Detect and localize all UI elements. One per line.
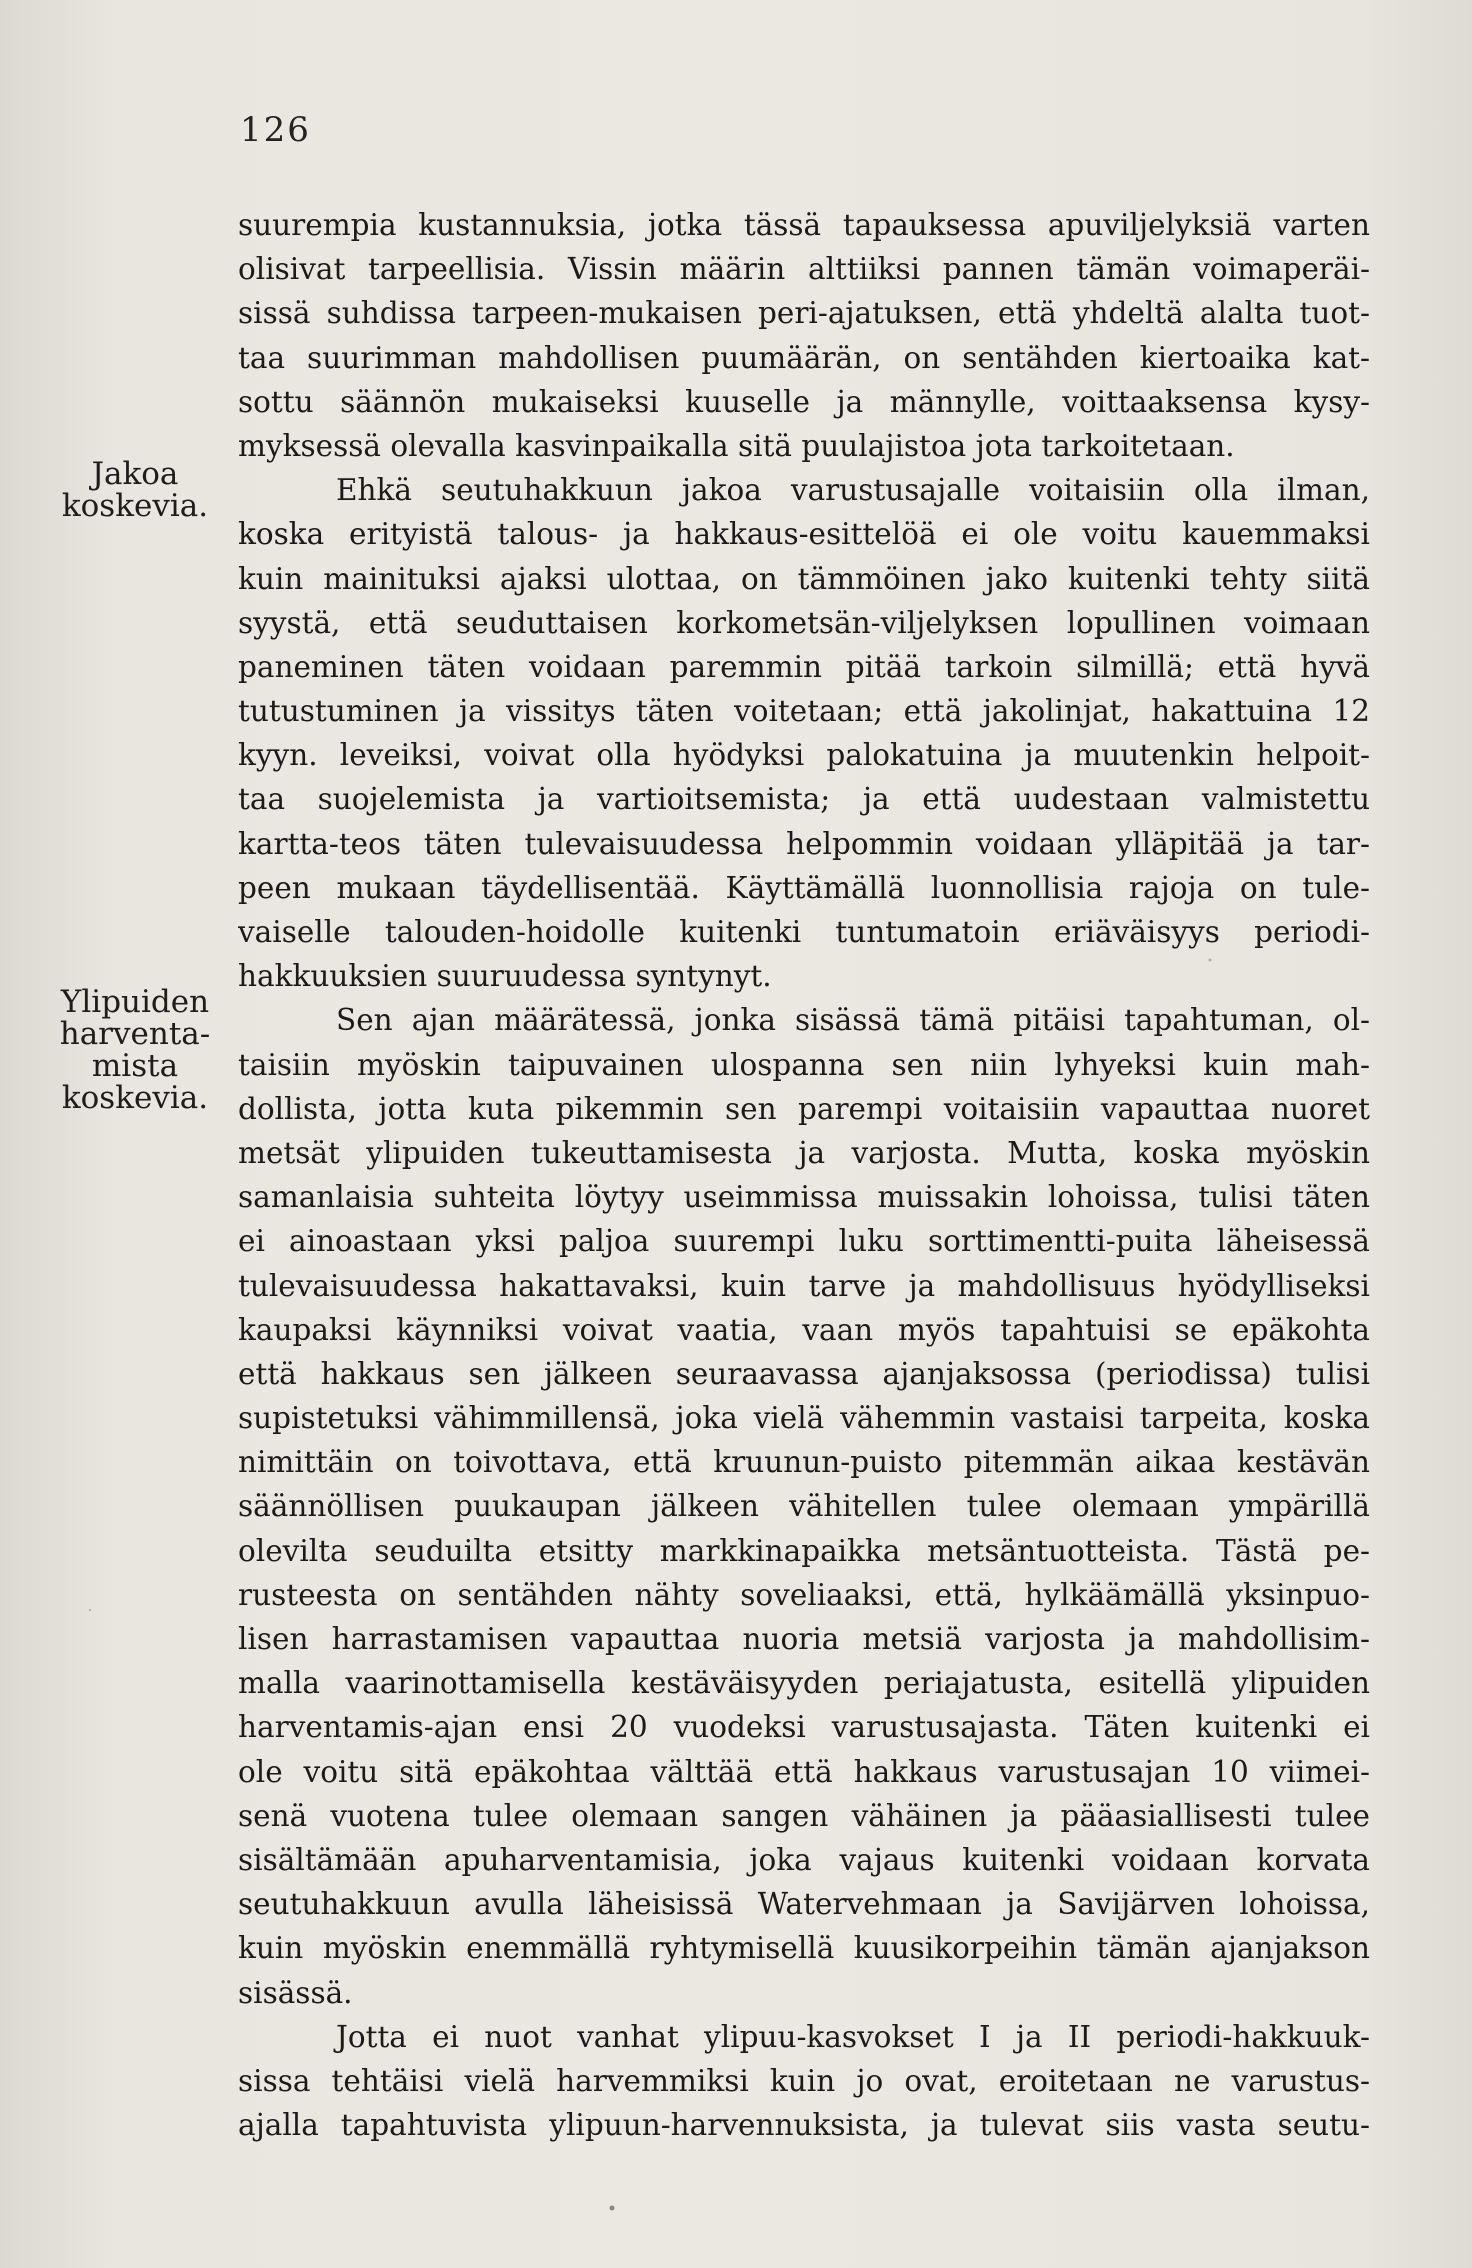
text-line: kyyn. leveiksi, voivat olla hyödyksi palokatuina ja muutenkin helpoit- — [238, 738, 1370, 773]
text-line: sisässä. — [238, 1975, 353, 2010]
text-line: Ehkä seutuhakkuun jakoa varustusajalle voitaisiin olla ilman, — [336, 473, 1370, 508]
text-line: peen mukaan täydellisentää. Käyttämällä luonnollisia rajoja on tule- — [238, 870, 1370, 905]
body-text — [238, 203, 1370, 2147]
text-line: sisältämään apuharventamisia, joka vajaus kuitenki voidaan korvata — [238, 1842, 1370, 1877]
text-line: sissä suhdissa tarpeen-mukaisen peri-ajatuksen, että yhdeltä alalta tuot- — [238, 296, 1370, 331]
text-line: nimittäin on toivottava, että kruunun-puisto pitemmän aikaa kestävän — [238, 1445, 1370, 1480]
text-line: taa suojelemista ja vartioitsemista; ja että uudestaan valmistettu — [238, 782, 1370, 817]
text-line: rusteesta on sentähden nähty soveliaaksi, että, hylkäämällä yksinpuo- — [238, 1577, 1370, 1612]
text-line: suurempia kustannuksia, jotka tässä tapauksessa apuviljelyksiä varten — [238, 208, 1370, 242]
text-line: samanlaisia suhteita löytyy useimmissa muissakin lohoissa, tulisi täten — [238, 1180, 1370, 1215]
text-line: ei ainoastaan yksi paljoa suurempi luku sorttimentti-puita läheisessä — [238, 1224, 1370, 1259]
text-line: lisen harrastamisen vapauttaa nuoria metsiä varjosta ja mahdollisim- — [238, 1622, 1370, 1656]
text-line: metsät ylipuiden tukeuttamisesta ja varjosta. Mutta, koska myöskin — [238, 1135, 1370, 1170]
text-line: sissa tehtäisi vielä harvemmiksi kuin jo ovat, eroitetaan ne varustus- — [238, 2063, 1370, 2098]
text-line: säännöllisen puukaupan jälkeen vähitellen tulee olemaan ympärillä — [238, 1489, 1370, 1524]
text-line: tutustuminen ja vissitys täten voitetaan; että jakolinjat, hakattuina 12 — [238, 694, 1370, 729]
text-line: olevilta seuduilta etsitty markkinapaikka metsäntuotteista. Tästä pe- — [238, 1533, 1370, 1568]
text-line: sottu säännön mukaiseksi kuuselle ja männylle, voittaaksensa kysy- — [238, 384, 1370, 419]
text-line: senä vuotena tulee olemaan sangen vähäinen ja pääasiallisesti tulee — [238, 1798, 1370, 1833]
text-line: että hakkaus sen jälkeen seuraavassa ajanjaksossa (periodissa) tulisi — [238, 1356, 1370, 1391]
text-line: kaupaksi käynniksi voivat vaatia, vaan myös tapahtuisi se epäkohta — [238, 1312, 1370, 1347]
text-line: ajalla tapahtuvista ylipuun-harvennuksista, ja tulevat siis vasta seutu- — [238, 2108, 1370, 2143]
text-line: tulevaisuudessa hakattavaksi, kuin tarve ja mahdollisuus hyödylliseksi — [238, 1268, 1370, 1303]
text-line: olisivat tarpeellisia. Vissin määrin alttiiksi pannen tämän voimaperäi- — [238, 252, 1370, 287]
ink-speck — [610, 2206, 615, 2211]
text-line: taisiin myöskin taipuvainen ulospanna sen niin lyhyeksi kuin mah- — [238, 1047, 1370, 1082]
text-line: supistetuksi vähimmillensä, joka vielä vähemmin vastaisi tarpeita, koska — [238, 1401, 1370, 1436]
text-line: hakkuuksien suuruudessa syntynyt. — [238, 959, 772, 994]
text-line: Sen ajan määrätessä, jonka sisässä tämä pitäisi tapahtuman, ol- — [336, 1003, 1370, 1038]
page-number: 126 — [240, 110, 311, 150]
text-line: Jotta ei nuot vanhat ylipuu-kasvokset I ja II periodi-hakkuuk- — [336, 2019, 1370, 2054]
ink-speck — [89, 1609, 91, 1611]
text-line: paneminen täten voidaan paremmin pitää tarkoin silmillä; että hyvä — [238, 649, 1370, 684]
text-line: dollista, jotta kuta pikemmin sen parempi voitaisiin vapauttaa nuoret — [238, 1091, 1370, 1126]
margin-note-jakoa: Jakoa koskevia. — [61, 456, 209, 524]
text-line: kuin mainituksi ajaksi ulottaa, on tämmöinen jako kuitenki tehty siitä — [238, 561, 1370, 596]
text-line: taa suurimman mahdollisen puumäärän, on sentähden kiertoaika kat- — [238, 340, 1370, 375]
text-line: syystä, että seuduttaisen korkometsän-viljelyksen lopullinen voimaan — [238, 605, 1370, 640]
margin-note-ylipuiden — [40, 986, 230, 1114]
text-line: kartta-teos täten tulevaisuudessa helpommin voidaan ylläpitää ja tar- — [238, 826, 1370, 861]
text-line: malla vaarinottamisella kestäväisyyden periajatusta, esitellä ylipuiden — [238, 1666, 1370, 1701]
text-line: harventamis-ajan ensi 20 vuodeksi varustusajasta. Täten kuitenki ei — [238, 1710, 1370, 1745]
text-line: kuin myöskin enemmällä ryhtymisellä kuusikorpeihin tämän ajanjakson — [238, 1931, 1370, 1966]
text-line: ole voitu sitä epäkohtaa välttää että hakkaus varustusajan 10 viimei- — [238, 1754, 1370, 1789]
text-line: koska erityistä talous- ja hakkaus-esittelöä ei ole voitu kauemmaksi — [238, 517, 1370, 552]
margin-note-ylipuiden-text: Ylipuiden harventa- mista koskevia. — [59, 984, 211, 1116]
text-line: myksessä olevalla kasvinpaikalla sitä puulajistoa jota tarkoitetaan. — [238, 428, 1235, 463]
text-line: seutuhakkuun avulla läheisissä Watervehmaan ja Savijärven lohoissa, — [238, 1887, 1370, 1922]
text-line: vaiselle talouden-hoidolle kuitenki tuntumatoin eriäväisyys periodi- — [238, 915, 1370, 949]
